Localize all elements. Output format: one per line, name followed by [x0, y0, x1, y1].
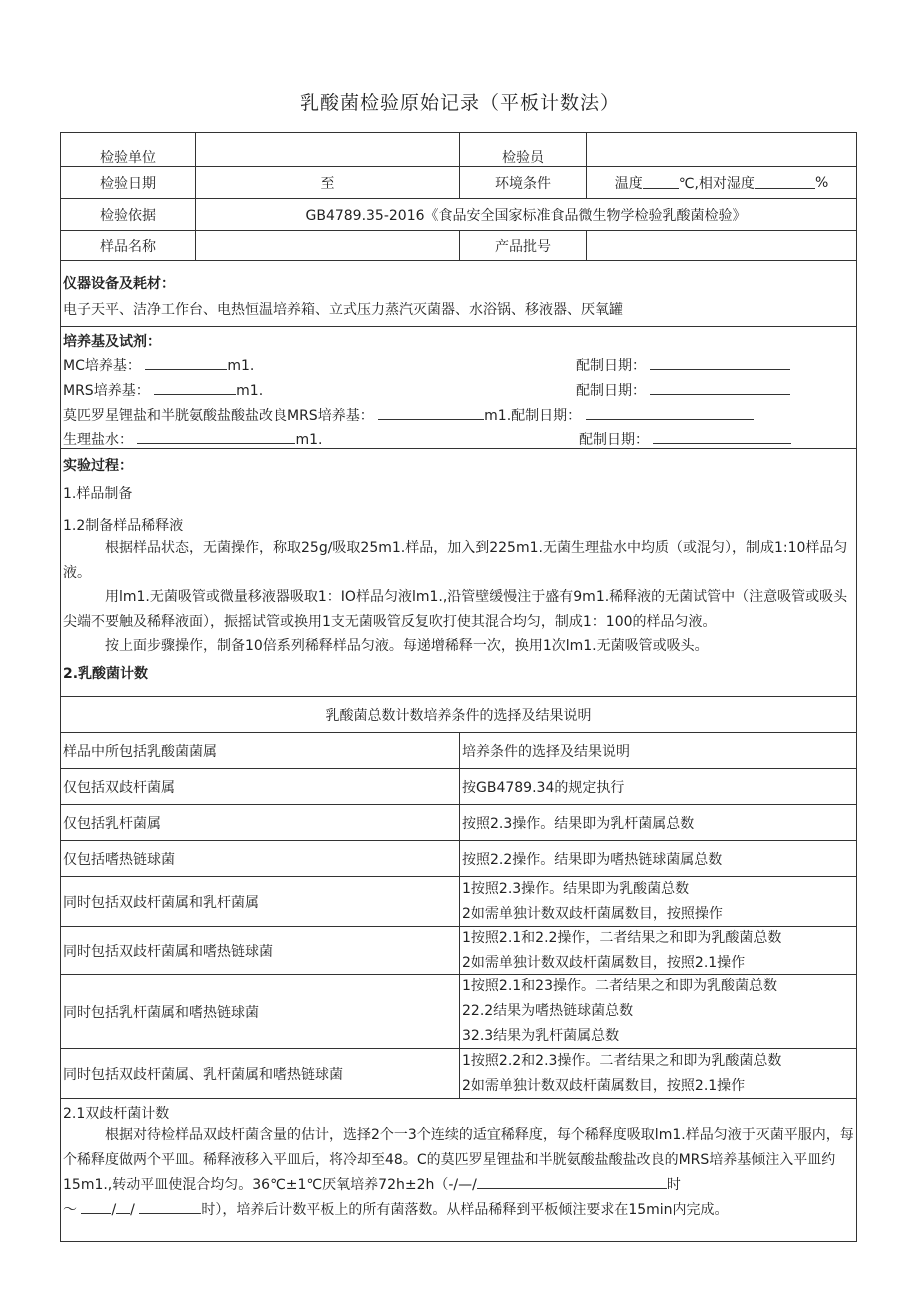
mrs-line	[63, 380, 263, 400]
table-title-row	[61, 697, 856, 733]
mrs-date-label: 配制日期：	[576, 383, 646, 399]
temp-blank[interactable]	[643, 176, 679, 189]
condition-line: 22.2结果为嗜热链球菌总数	[462, 1003, 634, 1019]
mc-label: MC培养基：	[63, 358, 141, 374]
bifido-para-2-text: 时），培养后计数平板上的所有菌落数。从样品稀释到平板倾注要求在15min内完成。	[201, 1202, 729, 1218]
bifido-para-1	[63, 1123, 856, 1198]
date-label: 检验日期	[100, 175, 156, 192]
bifido-para-2-start: ～	[63, 1202, 77, 1218]
row-unit	[61, 133, 856, 167]
sample-label: 样品名称	[100, 238, 156, 255]
humidity-blank[interactable]	[755, 176, 815, 189]
table-row	[61, 1049, 856, 1099]
table-row	[61, 805, 856, 841]
temp-label: 温度	[614, 175, 643, 192]
process-section	[61, 449, 856, 697]
mrs-label: MRS培养基：	[63, 383, 150, 399]
bifido-time-blank-1[interactable]	[477, 1176, 667, 1189]
bifido-para-2: ～ / / 时），培养后计数平板上的所有菌落数。从样品稀释到平板倾注要求在15min内完成。	[63, 1202, 729, 1218]
table-row	[61, 927, 856, 975]
saline-unit: m1.	[295, 432, 323, 448]
batch-field[interactable]	[586, 231, 856, 260]
mc-blank[interactable]	[145, 357, 227, 370]
equipment-list: 电子天平、洁净工作台、电热恒温培养箱、立式压力蒸汽灭菌器、水浴锅、移液器、厌氧罐	[63, 302, 623, 318]
bifido-heading: 2.1双歧杆菌计数	[63, 1106, 170, 1122]
bifido-para-1-end: 时	[666, 1177, 681, 1193]
date-field[interactable]	[195, 167, 459, 198]
table-row	[61, 975, 856, 1049]
condition-line: 1按照2.2和2.3操作。二者结果之和即为乳酸菌总数	[462, 1052, 782, 1069]
mupirocin-date-blank[interactable]	[586, 407, 754, 420]
batch-label: 产品批号	[459, 231, 586, 260]
inspector-field[interactable]	[586, 133, 856, 166]
saline-date-label: 配制日期：	[579, 432, 649, 448]
mrs-unit: m1.	[236, 383, 264, 399]
bifido-time-blank-2[interactable]	[139, 1201, 201, 1214]
process-para-3: 按上面步骤操作，制备10倍系列稀释样品匀液。每递增稀释一次，换用1次lm1.无菌吸管或吸头。	[105, 638, 709, 654]
condition-line: 2如需单独计数双歧杆菌属数目，按照2.1操作	[462, 1077, 746, 1094]
table-row	[61, 841, 856, 877]
basis-value: GB4789.35-2016《食品安全国家标准食品微生物学检验乳酸菌检验》	[195, 199, 856, 230]
basis-label: 检验依据	[100, 207, 156, 224]
table-title: 乳酸菌总数计数培养条件的选择及结果说明	[325, 707, 592, 724]
mrs-date	[576, 380, 790, 400]
media-section	[61, 327, 856, 449]
mupirocin-unit: m1.配制日期：	[484, 408, 582, 424]
condition-cell	[459, 927, 856, 974]
genus-cell: 仅包括双歧杆菌属	[63, 779, 175, 796]
saline-date	[579, 429, 791, 449]
bifido-para-1-text: 根据对待检样品双歧杆菌含量的估计，选择2个一3个连续的适宜稀释度，每个稀释度吸取lm1.样品匀液于灭菌平服内，每个稀释度做两个平皿。稀释液移入平皿后，将冷却至48。C的莫匹罗星锂盐和半胱氨酸盐酸盐改良的MRS培养基倾注入平皿约15m1.,转动平皿使混合均匀。36℃±1℃厌氧培养72h±2h（-/—/	[63, 1127, 854, 1193]
process-para-2: 用lm1.无菌吸管或微量移液器吸取1：IO样品匀液lm1.,沿管壁缓慢注于盛有9m1.稀释液的无菌试管中（注意吸管或吸头尖端不要触及稀释液面），振摇试管或换用1支无菌吸管反复吹打使其混合均匀，制成1：100的样品匀液。	[63, 589, 848, 630]
condition-cell: 按GB4789.34的规定执行	[459, 769, 856, 804]
step-1-2: 1.2制备样品稀释液	[63, 518, 184, 534]
row-sample	[61, 231, 856, 261]
condition-line: 32.3结果为乳杆菌属总数	[462, 1028, 620, 1044]
bifido-date-blank-1[interactable]	[81, 1201, 111, 1214]
saline-label: 生理盐水：	[63, 432, 133, 448]
genus-cell: 同时包括乳杆菌属和嗜热链球菌	[63, 1004, 259, 1021]
condition-line: 2如需单独计数双歧杆菌属数目，按照2.1操作	[462, 954, 746, 971]
condition-cell	[459, 1049, 856, 1098]
condition-line: 1按照2.1和23操作。二者结果之和即为乳酸菌总数	[462, 978, 777, 994]
table-row	[61, 877, 856, 927]
unit-field[interactable]	[195, 133, 459, 166]
mc-date-blank[interactable]	[650, 357, 790, 370]
temp-unit: ℃,相对湿度	[678, 175, 755, 192]
sample-field[interactable]	[195, 231, 459, 260]
date-to: 至	[320, 175, 335, 192]
condition-cell: 按照2.3操作。结果即为乳杆菌属总数	[459, 805, 856, 840]
equipment-heading: 仪器设备及耗材：	[63, 276, 175, 292]
condition-line: 2如需单独计数双歧杆菌属数目，按照操作	[462, 905, 723, 922]
genus-cell: 仅包括乳杆菌属	[63, 815, 161, 832]
bifido-section	[61, 1099, 856, 1241]
bifido-date-blank-2[interactable]	[116, 1201, 130, 1214]
mc-date	[576, 355, 790, 375]
mrs-date-blank[interactable]	[650, 382, 790, 395]
row-date	[61, 167, 856, 199]
genus-cell: 仅包括嗜热链球菌	[63, 851, 175, 868]
humidity-unit: %	[814, 174, 829, 191]
mc-line	[63, 355, 254, 375]
col-header-genus: 样品中所包括乳酸菌菌属	[63, 743, 217, 760]
mupirocin-line	[63, 405, 754, 425]
media-heading: 培养基及试剂：	[63, 334, 161, 350]
row-basis	[61, 199, 856, 231]
table-header-row	[61, 733, 856, 769]
record-form	[60, 132, 857, 1242]
page-title: 乳酸菌检验原始记录（平板计数法）	[299, 92, 620, 114]
condition-cell	[459, 975, 856, 1048]
unit-label: 检验单位	[100, 149, 156, 166]
condition-line: 1按照2.1和2.2操作，二者结果之和即为乳酸菌总数	[462, 929, 782, 946]
mc-unit: m1.	[227, 358, 255, 374]
condition-line: 1按照2.3操作。结果即为乳酸菌总数	[462, 880, 690, 897]
table-row	[61, 769, 856, 805]
mupirocin-label: 莫匹罗星锂盐和半胱氨酸盐酸盐改良MRS培养基：	[63, 408, 374, 424]
genus-cell: 同时包括双歧杆菌属、乳杆菌属和嗜热链球菌	[63, 1066, 343, 1083]
genus-cell: 同时包括双歧杆菌属和嗜热链球菌	[63, 943, 273, 960]
condition-cell	[459, 877, 856, 926]
env-field[interactable]	[586, 167, 856, 198]
saline-blank[interactable]	[137, 431, 295, 444]
env-label: 环境条件	[459, 167, 586, 198]
mrs-blank[interactable]	[154, 382, 236, 395]
mc-date-label: 配制日期：	[576, 358, 646, 374]
condition-cell: 按照2.2操作。结果即为嗜热链球菌属总数	[459, 841, 856, 876]
saline-date-blank[interactable]	[653, 431, 791, 444]
process-heading: 实验过程：	[63, 458, 133, 474]
saline-line	[63, 429, 322, 449]
mupirocin-blank[interactable]	[378, 407, 484, 420]
step-1: 1.样品制备	[63, 486, 133, 502]
step-2: 2.乳酸菌计数	[63, 666, 149, 682]
equipment-section	[61, 261, 856, 327]
process-para-1: 根据样品状态，无菌操作，称取25g∕吸取25m1.样品，加入到225m1.无菌生理盐水中均质（或混匀），制成1:10样品匀液。	[63, 540, 848, 581]
inspector-label: 检验员	[459, 133, 586, 166]
genus-cell: 同时包括双歧杆菌属和乳杆菌属	[63, 894, 259, 911]
col-header-condition: 培养条件的选择及结果说明	[459, 733, 856, 768]
